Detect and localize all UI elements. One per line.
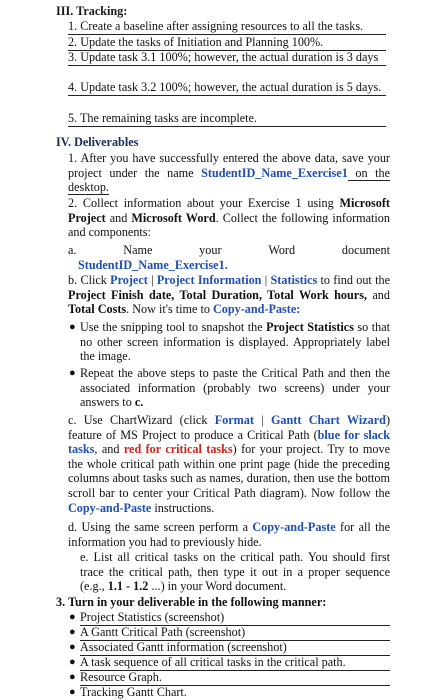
item-a-word2: your	[199, 243, 222, 257]
bullet2-pre: Repeat the above steps to paste the Critical Path and then the associated information (probably two screens) under your answers to	[80, 366, 390, 410]
item-c-blue-slack: blue for slack tasks	[68, 427, 390, 457]
bullet2-bold: c.	[134, 395, 144, 410]
turn-in-item	[69, 655, 390, 671]
item-e-pre: e. List all critical tasks on the critical path. You should first trace the critical path, then type it out in a proper sequence (e.g.,	[80, 550, 390, 594]
item-b-mid3: . Now it's time to	[126, 302, 213, 317]
item-a-label: a.	[68, 243, 77, 257]
deliverable-item-1	[68, 151, 390, 195]
turn-in-heading: 3. Turn in your deliverable in the following manner:	[56, 595, 327, 609]
turn-in-text: Associated Gantt information (screenshot)	[80, 640, 287, 654]
bullet-icon: ●	[69, 611, 76, 623]
menu-sep: |	[147, 273, 157, 287]
item-e-bold: 1.1 - 1.2	[107, 579, 149, 594]
item2-text: 2. Collect information about your Exercise 1 using	[68, 196, 340, 210]
menu-path-statistics: Statistics	[270, 273, 318, 287]
item2-ms-word: Microsoft Word	[131, 210, 216, 225]
menu-path-gantt-chart-wizard: Gantt Chart Wizard	[270, 413, 386, 427]
item-b-mid2: and	[367, 287, 390, 302]
bullet-icon: ●	[69, 671, 76, 683]
item-b-copy-paste: Copy-and-Paste:	[212, 302, 301, 317]
bullet1-pre: Use the snipping tool to snapshot the	[80, 320, 267, 334]
turn-in-item	[69, 610, 390, 626]
turn-in-item	[69, 685, 390, 700]
item-c-mid3: ) for your project. Try to move the whole critical path within one print page (hide the preceding columns about tasks such as names, duration, then use the bottom scroll bar to center your Critical Path diagram). Now follow the	[68, 442, 390, 500]
item-d	[68, 520, 390, 549]
item-a-word3: Word	[268, 243, 296, 257]
bullet-icon: ●	[69, 686, 76, 698]
item-b-mid1: to find out the	[317, 273, 390, 287]
item-c-post: instructions.	[151, 500, 215, 515]
turn-in-item	[69, 640, 390, 656]
item-a-line	[68, 243, 390, 258]
bullet-icon: ●	[69, 641, 76, 653]
item-b-bold2: Total Costs	[68, 302, 127, 317]
item2-ms-project: Microsoft Project	[68, 196, 390, 225]
bullet-icon: ●	[69, 321, 76, 333]
item-a-filename: StudentID_Name_Exercise1.	[78, 258, 228, 272]
item-a-word1: Name	[123, 243, 153, 257]
menu-path-format: Format	[214, 413, 254, 427]
item-a-word4: document	[341, 243, 390, 257]
item-b-bullet-1	[69, 320, 390, 364]
turn-in-text: A Gantt Critical Path (screenshot)	[80, 625, 246, 639]
item-b	[68, 273, 390, 317]
item-b-bullet-2	[69, 366, 390, 410]
tracking-item-5: 5. The remaining tasks are incomplete.	[68, 111, 386, 127]
item-c-mid1: ) feature of MS Project to produce a Critical Path (	[68, 413, 390, 442]
tracking-item-1: 1. Create a baseline after assigning resources to all the tasks.	[68, 19, 386, 35]
item-e	[80, 550, 390, 594]
tracking-item-3: 3. Update task 3.1 100%; however, the actual duration is 3 days	[68, 50, 386, 66]
turn-in-text: Tracking Gantt Chart.	[80, 685, 187, 699]
menu-path-project-information: Project Information	[156, 273, 262, 287]
item-c-copy-paste: Copy-and-Paste	[68, 500, 152, 515]
turn-in-item	[69, 670, 390, 686]
deliverable-item-2	[68, 196, 390, 240]
bullet1-bold: Project Statistics	[266, 320, 354, 334]
item-d-pre: d. Using the same screen perform a	[68, 520, 253, 534]
turn-in-text: Resource Graph.	[80, 670, 162, 684]
item-b-pre: b. Click	[68, 273, 111, 287]
item2-post: . Collect the following information and components:	[68, 210, 390, 240]
section-heading-deliverables: IV. Deliverables	[56, 135, 139, 149]
item-c-pre: c. Use ChartWizard (click	[68, 413, 215, 427]
item2-and: and	[105, 210, 132, 225]
menu-sep: |	[253, 413, 271, 427]
item-c-mid2: , and	[94, 442, 124, 457]
item-b-bold1: Project Finish date, Total Duration, Total Work hours,	[68, 287, 367, 302]
tracking-item-2: 2. Update the tasks of Initiation and Planning 100%.	[68, 35, 386, 51]
item1-filename: StudentID_Name_Exercise1	[201, 165, 348, 180]
item1-text: 1. After you have successfully entered the above data, save your project under the name	[68, 151, 390, 180]
item1-post: on the desktop.	[68, 165, 391, 195]
item-e-post: ...) in your Word document.	[148, 579, 287, 594]
item-c	[68, 413, 390, 515]
bullet1-post: so that no other screen information is displayed. Appropriately label the image.	[80, 320, 390, 364]
section-heading-tracking: III. Tracking:	[56, 4, 128, 18]
item-c-red-critical: red for critical tasks	[123, 442, 233, 457]
bullet-icon: ●	[69, 367, 76, 379]
item-d-post: for all the information you had to previously hide.	[68, 520, 390, 549]
bullet-icon: ●	[69, 626, 76, 638]
tracking-item-4: 4. Update task 3.2 100%; however, the actual duration is 5 days.	[68, 80, 386, 96]
item-d-copy-paste: Copy-and-Paste	[252, 520, 336, 534]
menu-path-project: Project	[110, 273, 148, 287]
turn-in-item	[69, 625, 390, 641]
turn-in-text: A task sequence of all critical tasks in the critical path.	[80, 655, 346, 669]
bullet-icon: ●	[69, 656, 76, 668]
menu-sep: |	[261, 273, 271, 287]
turn-in-text: Project Statistics (screenshot)	[80, 610, 225, 624]
